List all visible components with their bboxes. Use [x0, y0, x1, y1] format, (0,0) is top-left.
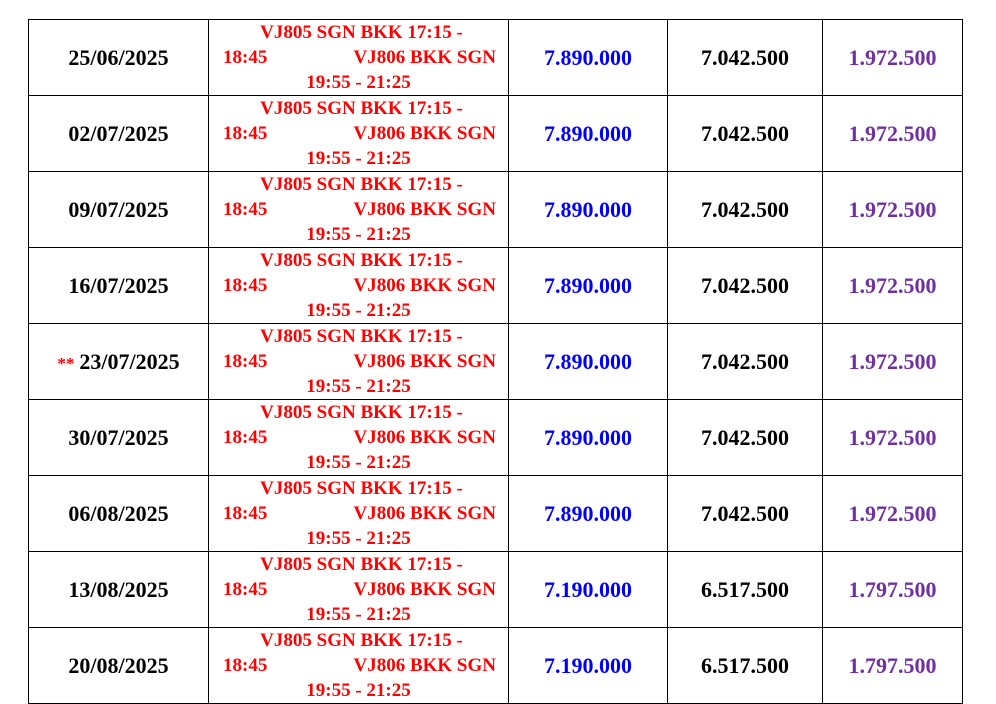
outbound-arrival-time: 18:45 [223, 123, 268, 144]
flight-middle-line [209, 577, 508, 602]
price-1: 7.890.000 [544, 120, 632, 146]
departure-date: 25/06/2025 [68, 44, 169, 70]
departure-date-cell [29, 324, 209, 400]
schedule-table-body [29, 20, 963, 704]
outbound-arrival-time: 18:45 [223, 503, 268, 524]
table-row [29, 172, 963, 248]
outbound-arrival-time: 18:45 [223, 351, 268, 372]
outbound-flight: VJ805 SGN BKK 17:15 - [260, 326, 463, 347]
price-cell-1 [509, 400, 668, 476]
return-flight-time: 19:55 - 21:25 [306, 148, 411, 169]
outbound-arrival-time: 18:45 [223, 47, 268, 68]
price-cell-1 [509, 628, 668, 704]
table-row [29, 400, 963, 476]
price-2: 6.517.500 [701, 576, 789, 602]
price-2: 7.042.500 [701, 500, 789, 526]
outbound-flight: VJ805 SGN BKK 17:15 - [260, 402, 463, 423]
price-cell-2 [668, 248, 823, 324]
price-3: 1.972.500 [848, 120, 937, 146]
price-cell-1 [509, 324, 668, 400]
return-flight: VJ806 BKK SGN [353, 123, 496, 144]
flight-middle-line [209, 45, 508, 70]
departure-date-cell [29, 552, 209, 628]
flight-middle-line [209, 653, 508, 678]
return-flight: VJ806 BKK SGN [353, 503, 496, 524]
price-cell-1 [509, 20, 668, 96]
departure-date-cell [29, 628, 209, 704]
price-cell-3 [823, 476, 963, 552]
outbound-arrival-time: 18:45 [223, 427, 268, 448]
outbound-arrival-time: 18:45 [223, 199, 268, 220]
flight-info-cell [209, 628, 509, 704]
flight-info-cell [209, 20, 509, 96]
departure-date: 16/07/2025 [68, 272, 169, 298]
price-cell-3 [823, 324, 963, 400]
table-row [29, 248, 963, 324]
departure-date: 02/07/2025 [68, 120, 169, 146]
flight-middle-line [209, 501, 508, 526]
return-flight: VJ806 BKK SGN [353, 47, 496, 68]
return-flight: VJ806 BKK SGN [353, 579, 496, 600]
table-row [29, 476, 963, 552]
price-cell-2 [668, 552, 823, 628]
price-cell-3 [823, 172, 963, 248]
price-3: 1.797.500 [848, 652, 937, 678]
special-date-marker: ** [57, 353, 75, 373]
price-cell-1 [509, 172, 668, 248]
return-flight-time: 19:55 - 21:25 [306, 680, 411, 701]
outbound-flight: VJ805 SGN BKK 17:15 - [260, 250, 463, 271]
price-cell-1 [509, 96, 668, 172]
flight-info-cell [209, 248, 509, 324]
price-3: 1.972.500 [848, 272, 937, 298]
flight-info-cell [209, 172, 509, 248]
table-row [29, 552, 963, 628]
outbound-flight: VJ805 SGN BKK 17:15 - [260, 22, 463, 43]
return-flight: VJ806 BKK SGN [353, 199, 496, 220]
return-flight: VJ806 BKK SGN [353, 351, 496, 372]
table-row [29, 96, 963, 172]
price-cell-3 [823, 20, 963, 96]
price-2: 7.042.500 [701, 44, 789, 70]
table-row [29, 20, 963, 96]
departure-date-cell [29, 20, 209, 96]
flight-info-cell [209, 400, 509, 476]
price-cell-2 [668, 96, 823, 172]
price-cell-2 [668, 172, 823, 248]
outbound-arrival-time: 18:45 [223, 655, 268, 676]
price-3: 1.972.500 [848, 44, 937, 70]
price-3: 1.972.500 [848, 424, 937, 450]
departure-date: 09/07/2025 [68, 196, 169, 222]
departure-date: 20/08/2025 [68, 652, 169, 678]
return-flight: VJ806 BKK SGN [353, 655, 496, 676]
departure-date: 13/08/2025 [68, 576, 169, 602]
price-2: 7.042.500 [701, 120, 789, 146]
price-cell-3 [823, 552, 963, 628]
outbound-flight: VJ805 SGN BKK 17:15 - [260, 478, 463, 499]
price-1: 7.190.000 [544, 652, 632, 678]
return-flight-time: 19:55 - 21:25 [306, 528, 411, 549]
price-cell-3 [823, 248, 963, 324]
price-2: 7.042.500 [701, 348, 789, 374]
departure-date-cell [29, 96, 209, 172]
price-1: 7.890.000 [544, 44, 632, 70]
price-1: 7.890.000 [544, 196, 632, 222]
flight-info-cell [209, 476, 509, 552]
price-cell-2 [668, 628, 823, 704]
price-2: 7.042.500 [701, 272, 789, 298]
price-1: 7.890.000 [544, 424, 632, 450]
price-cell-1 [509, 476, 668, 552]
price-3: 1.972.500 [848, 348, 937, 374]
return-flight-time: 19:55 - 21:25 [306, 72, 411, 93]
price-3: 1.972.500 [848, 196, 937, 222]
price-cell-1 [509, 248, 668, 324]
outbound-arrival-time: 18:45 [223, 275, 268, 296]
departure-date-cell [29, 248, 209, 324]
departure-date: 30/07/2025 [68, 424, 169, 450]
flight-info-cell [209, 324, 509, 400]
return-flight: VJ806 BKK SGN [353, 427, 496, 448]
price-1: 7.190.000 [544, 576, 632, 602]
flight-middle-line [209, 197, 508, 222]
return-flight-time: 19:55 - 21:25 [306, 452, 411, 473]
departure-date: 06/08/2025 [68, 500, 169, 526]
price-cell-3 [823, 400, 963, 476]
flight-middle-line [209, 349, 508, 374]
flight-middle-line [209, 425, 508, 450]
price-2: 6.517.500 [701, 652, 789, 678]
price-cell-2 [668, 20, 823, 96]
outbound-flight: VJ805 SGN BKK 17:15 - [260, 630, 463, 651]
price-cell-2 [668, 324, 823, 400]
flight-info-cell [209, 96, 509, 172]
tour-schedule-table [28, 19, 963, 704]
flight-middle-line [209, 121, 508, 146]
price-2: 7.042.500 [701, 196, 789, 222]
price-cell-3 [823, 628, 963, 704]
price-cell-1 [509, 552, 668, 628]
outbound-arrival-time: 18:45 [223, 579, 268, 600]
price-2: 7.042.500 [701, 424, 789, 450]
flight-info-cell [209, 552, 509, 628]
return-flight-time: 19:55 - 21:25 [306, 300, 411, 321]
outbound-flight: VJ805 SGN BKK 17:15 - [260, 174, 463, 195]
table-row [29, 324, 963, 400]
price-3: 1.972.500 [848, 500, 937, 526]
outbound-flight: VJ805 SGN BKK 17:15 - [260, 554, 463, 575]
departure-date-cell [29, 400, 209, 476]
table-row [29, 628, 963, 704]
flight-middle-line [209, 273, 508, 298]
price-1: 7.890.000 [544, 500, 632, 526]
price-3: 1.797.500 [848, 576, 937, 602]
return-flight-time: 19:55 - 21:25 [306, 224, 411, 245]
price-1: 7.890.000 [544, 348, 632, 374]
price-cell-2 [668, 476, 823, 552]
departure-date-cell [29, 172, 209, 248]
departure-date-cell [29, 476, 209, 552]
price-1: 7.890.000 [544, 272, 632, 298]
departure-date: 23/07/2025 [79, 348, 180, 374]
outbound-flight: VJ805 SGN BKK 17:15 - [260, 98, 463, 119]
return-flight: VJ806 BKK SGN [353, 275, 496, 296]
price-cell-3 [823, 96, 963, 172]
return-flight-time: 19:55 - 21:25 [306, 376, 411, 397]
return-flight-time: 19:55 - 21:25 [306, 604, 411, 625]
price-cell-2 [668, 400, 823, 476]
